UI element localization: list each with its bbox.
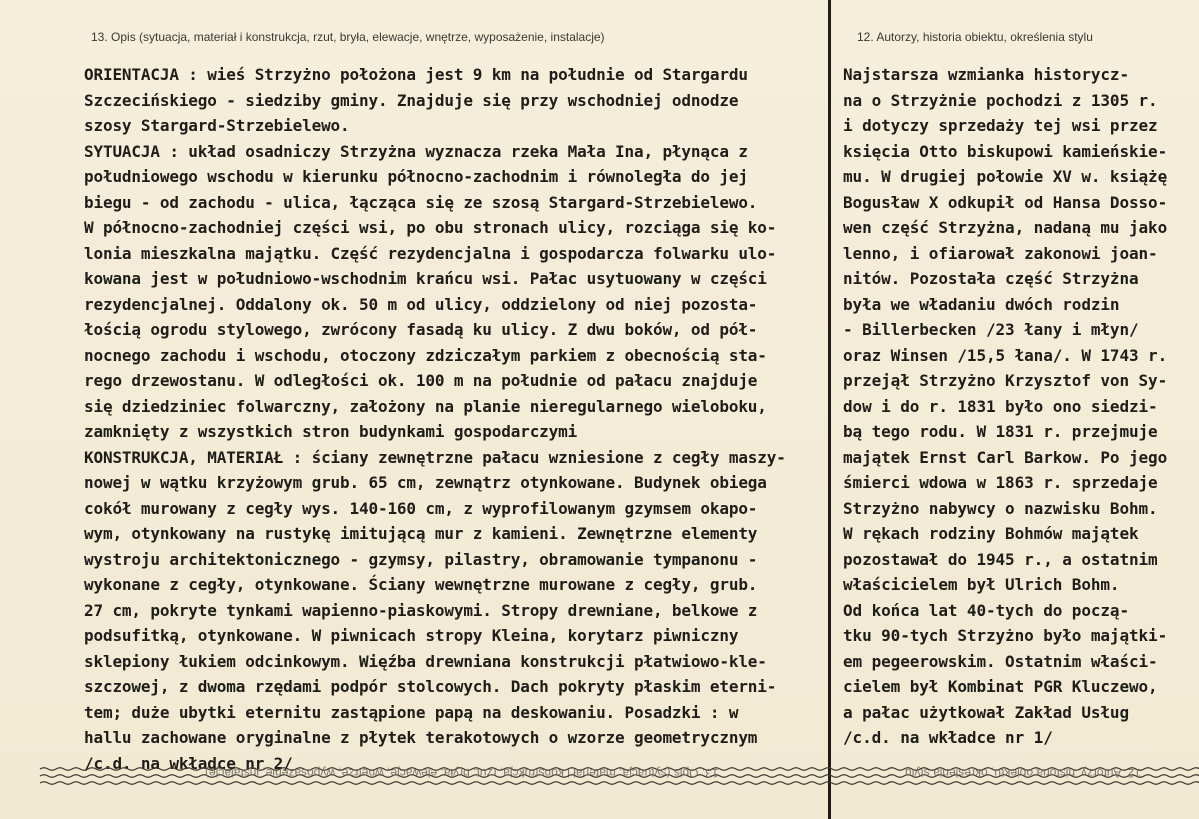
text-line: Najstarsza wzmianka historycz- xyxy=(843,65,1129,84)
text-line: lenno, i ofiarował zakonowi joan- xyxy=(843,243,1158,263)
text-line: kowana jest w południowo-wschodnim krańcu wsi. Pałac usytuowany w części xyxy=(84,269,767,288)
text-line: południowego wschodu w kierunku północno-zachodnim i równoległa do jej xyxy=(84,167,748,186)
text-line: cielem był Kombinat PGR Kluczewo, xyxy=(843,677,1158,696)
text-line: się dziedziniec folwarczny, założony na planie nieregularnego wieloboku, xyxy=(84,396,767,416)
section-13-header: 13. Opis (sytuacja, materiał i konstrukcja, rzut, bryła, elewacje, wnętrze, wyposażenie, instalacje) xyxy=(91,30,605,44)
text-line: pozostawał do 1945 r., a ostatnim xyxy=(843,549,1158,569)
text-line: wym, otynkowany na rustykę imitującą mur z kamieni. Zewnętrzne elementy xyxy=(84,524,758,543)
text-line: SYTUACJA : układ osadniczy Strzyżna wyznacza rzeka Mała Ina, płynąca z xyxy=(84,141,748,161)
text-line: szczowej, z dwoma rzędami podpór stolcowych. Dach pokryty płaskim eterni- xyxy=(84,677,777,696)
text-line: oraz Winsen /15,5 łana/. W 1743 r. xyxy=(843,345,1168,365)
text-line: em pegeerowskim. Ostatnim właści- xyxy=(843,651,1158,671)
text-line: W północno-zachodniej części wsi, po obu stronach ulicy, rozciąga się ko- xyxy=(84,218,777,237)
text-line: i dotyczy sprzedaży tej wsi przez xyxy=(843,116,1158,135)
text-line: - Billerbecken /23 łany i młyn/ xyxy=(843,320,1139,339)
text-line: hallu zachowane oryginalne z płytek terakotowych o wzorze geometrycznym xyxy=(84,728,758,747)
text-line: wen część Strzyżna, nadaną mu jako xyxy=(843,218,1168,237)
text-line: bą tego rodu. W 1831 r. przejmuje xyxy=(843,422,1158,441)
text-line: tku 90-tych Strzyżno było majątki- xyxy=(843,626,1168,645)
section-12-header: 12. Autorzy, historia obiektu, określenia stylu xyxy=(857,30,1093,44)
text-line: na o Strzyżnie pochodzi z 1305 r. xyxy=(843,90,1158,110)
text-line: biegu - od zachodu - ulica, łącząca się ze szosą Stargard-Strzebielewo. xyxy=(84,192,758,212)
text-line: cokół murowany z cegły wys. 140-160 cm, z wyprofilowanym gzymsem okapo- xyxy=(84,498,758,518)
text-line: była we władaniu dwóch rodzin xyxy=(843,294,1120,314)
text-line: nitów. Pozostała część Strzyżna xyxy=(843,269,1139,288)
text-line: rezydencjalnej. Oddalony ok. 50 m od ulicy, oddzielony od niej pozosta- xyxy=(84,294,758,314)
description-column xyxy=(84,62,826,776)
text-line: Szczecińskiego - siedziby gminy. Znajduje się przy wschodniej odnodze xyxy=(84,90,739,110)
text-line: W rękach rodziny Bohmów majątek xyxy=(843,524,1139,543)
text-line: wykonane z cegły, otynkowane. Ściany wewnętrzne murowane z cegły, grub. xyxy=(84,575,758,594)
text-line: wystroju architektonicznego - gzymsy, pilastry, obramowanie tympanonu - xyxy=(84,549,758,569)
text-line: Strzyżno nabywcy o nazwisku Bohm. xyxy=(843,498,1158,518)
text-line: przejął Strzyżno Krzysztof von Sy- xyxy=(843,371,1168,390)
text-line: właścicielem był Ulrich Bohm. xyxy=(843,575,1120,594)
text-line: zamknięty z wszystkich stron budynkami gospodarczymi xyxy=(84,422,578,441)
text-line: ORIENTACJA : wieś Strzyżno położona jest 9 km na południe od Stargardu xyxy=(84,65,748,84)
text-line: nowej w wątku krzyżowym grub. 65 cm, zewnątrz otynkowane. Budynek obiega xyxy=(84,473,767,492)
text-line: mu. W drugiej połowie XV w. książę xyxy=(843,167,1168,186)
history-column xyxy=(843,62,1195,751)
text-line: księcia Otto biskupowi kamieńskie- xyxy=(843,141,1168,161)
text-line: dow i do r. 1831 było ono siedzi- xyxy=(843,396,1158,416)
text-line: a pałac użytkował Zakład Usług xyxy=(843,702,1129,722)
text-line: 27 cm, pokryte tynkami wapienno-piaskowymi. Stropy drewniane, belkowe z xyxy=(84,600,758,620)
text-line: śmierci wdowa w 1863 r. sprzedaje xyxy=(843,473,1158,492)
text-line: /c.d. na wkładce nr 2/ xyxy=(84,753,293,773)
text-line: tem; duże ubytki eternitu zastąpione papą na deskowaniu. Posadzki : w xyxy=(84,702,739,722)
mirrored-section-12-header: 12. Autorzy, historia obiektu, określenia stylu xyxy=(905,766,1141,780)
text-line: Od końca lat 40-tych do począ- xyxy=(843,600,1129,620)
text-line: /c.d. na wkładce nr 1/ xyxy=(843,728,1053,747)
text-line: nocnego zachodu i wschodu, otoczony zdziczałym parkiem z obecnością sta- xyxy=(84,345,767,365)
text-line: szosy Stargard-Strzebielewo. xyxy=(84,116,350,135)
text-line: sklepiony łukiem odcinkowym. Więźba drewniana konstrukcji płatwiowo-kle- xyxy=(84,651,767,671)
mirrored-section-13-header: 13. Opis (sytuacja, materiał i konstrukcja, rzut, bryła, elewacje, wnętrze, wyposażenie, instalacje) xyxy=(205,766,719,780)
text-line: Bogusław X odkupił od Hansa Dosso- xyxy=(843,192,1168,212)
text-line: lonia mieszkalna majątku. Część rezydencjalna i gospodarcza folwarku ulo- xyxy=(84,243,777,263)
text-line: łością ogrodu stylowego, zwrócony fasadą ku ulicy. Z dwu boków, od pół- xyxy=(84,320,758,339)
column-divider xyxy=(828,0,831,819)
text-line: KONSTRUKCJA, MATERIAŁ : ściany zewnętrzne pałacu wzniesione z cegły maszy- xyxy=(84,447,786,467)
text-line: rego drzewostanu. W odległości ok. 100 m na południe od pałacu znajduje xyxy=(84,371,758,390)
text-line: podsufitką, otynkowane. W piwnicach stropy Kleina, korytarz piwniczny xyxy=(84,626,739,645)
text-line: majątek Ernst Carl Barkow. Po jego xyxy=(843,447,1168,467)
